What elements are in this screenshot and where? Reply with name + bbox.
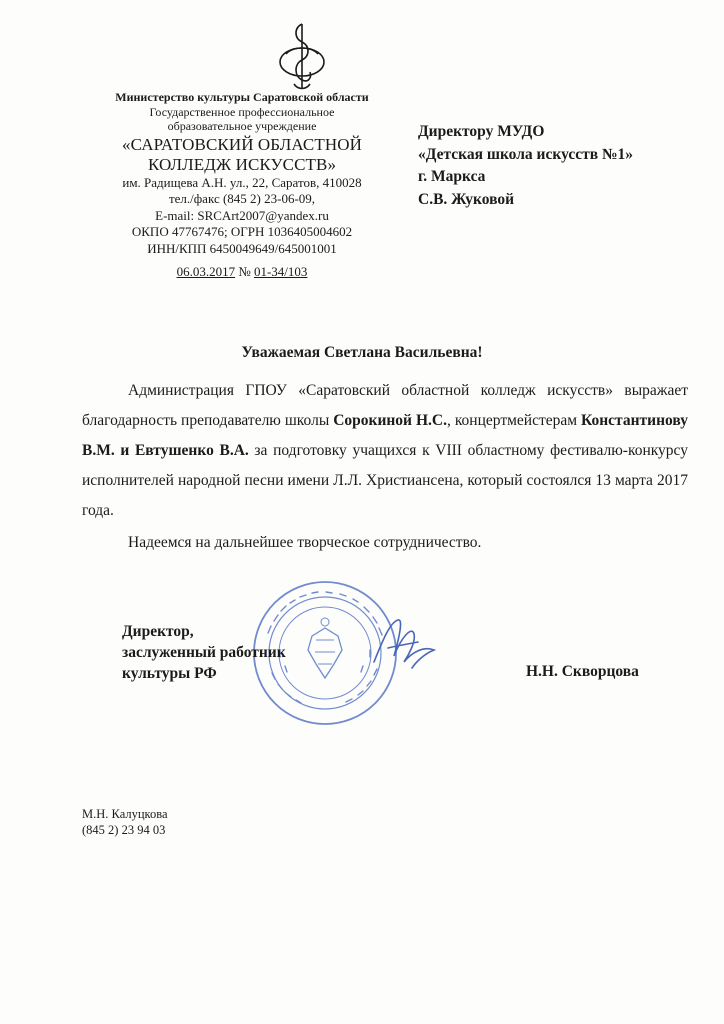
body-text-segment: Администрация ГПОУ «Саратовский областной колледж искусств» выражает благодарность преподавателю школы [82,382,688,429]
signatory-name: Н.Н. Скворцова [526,663,639,680]
signatory-title-line-2: заслуженный работник [122,644,286,661]
college-name-2: КОЛЛЕДЖ ИСКУССТВ» [147,154,337,174]
accompanist-names: Константинову В.М. и Евтушенко В.А. [82,412,688,459]
ministry-name: Министерство культуры Саратовской области [115,90,369,104]
executor-name: М.Н. Калуцкова [82,807,168,821]
institution-type-1: Государственное профессиональное [149,104,335,119]
college-logo-icon [272,20,332,92]
signatory-title-line-3: культуры РФ [122,665,217,682]
addressee-block [418,121,708,211]
addressee-line-3: г. Маркса [418,168,486,185]
college-name-1: «САРАТОВСКИЙ ОБЛАСТНОЙ [122,134,362,154]
college-phone: тел./факс (845 2) 23-06-09, [168,191,316,206]
addressee-line-1: Директору МУДО [418,123,545,140]
addressee-line-4: С.В. Жуковой [418,190,515,208]
college-address: им. Радищева А.Н. ул., 22, Саратов, 410028 [122,174,362,190]
executor-info [82,806,168,838]
body-text-segment: за подготовку учащихся к VIII областному фестивалю-конкурсу исполнителей народной песни имени Л.Л. Христиансена, который состоялся 13 марта 2017 года. [82,442,688,519]
executor-phone: (845 2) 23 94 03 [82,823,166,837]
number-sign: № [238,264,251,279]
body-text-segment: , концертмейстерам [446,412,582,429]
body-paragraph-2: Надеемся на дальнейшее творческое сотрудничество. [128,534,482,551]
addressee-line-2: «Детская школа искусств №1» [418,145,634,163]
salutation: Уважаемая Светлана Васильевна! [241,344,483,361]
signatory-title-line-1: Директор, [122,623,194,640]
letter-date: 06.03.2017 [176,264,236,279]
college-email: E-mail: SRCArt2007@yandex.ru [155,207,329,223]
college-inn-kpp: ИНН/КПП 6450049649/645001001 [147,240,337,256]
letterhead [96,90,388,280]
college-okpo-ogrn: ОКПО 47767476; ОГРН 1036405004602 [131,224,353,239]
signatory-title [122,621,382,684]
letter-body [82,376,688,558]
institution-type-2: образовательное учреждение [167,119,317,133]
letter-number: 01-34/103 [253,264,308,279]
teacher-name: Сорокиной Н.С. [333,412,447,429]
body-paragraph-1 [82,376,688,526]
registration-line [96,265,388,280]
